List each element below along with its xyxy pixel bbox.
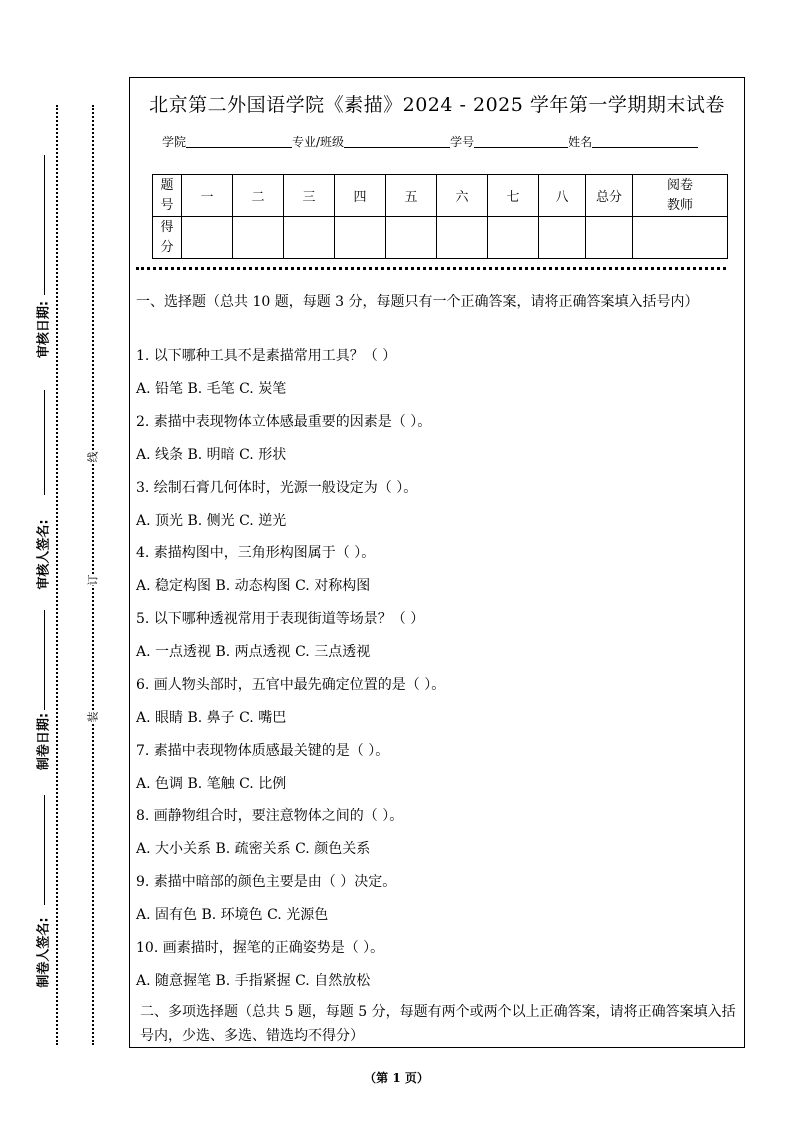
name-field[interactable] (592, 135, 698, 148)
col-header-2: 二 (233, 175, 284, 217)
question-8: 8. 画静物组合时，要注意物体之间的（ ）。 (136, 808, 404, 824)
score-cell-8[interactable] (539, 217, 586, 259)
question-9-options: A. 固有色 B. 环境色 C. 光源色 (136, 907, 329, 923)
score-table (152, 174, 728, 259)
label-paper-date: 制卷日期: (36, 712, 52, 771)
binding-char-bind: 订 (83, 575, 103, 586)
score-cell-4[interactable] (335, 217, 386, 259)
college-field[interactable] (186, 135, 292, 148)
question-8-options: A. 大小关系 B. 疏密关系 C. 颜色关系 (136, 841, 371, 857)
col-header-grader: 阅卷教师 (633, 175, 728, 217)
score-cell-2[interactable] (233, 217, 284, 259)
page-number: （第 1 页） (364, 1071, 429, 1085)
question-4-options: A. 稳定构图 B. 动态构图 C. 对称构图 (136, 578, 371, 594)
col-header-7: 七 (488, 175, 539, 217)
sign-line-paper-signature[interactable] (44, 795, 45, 905)
score-cell-total[interactable] (586, 217, 633, 259)
major-class-label: 专业/班级 (292, 135, 345, 149)
score-cell-6[interactable] (437, 217, 488, 259)
question-9: 9. 素描中暗部的颜色主要是由（ ）决定。 (136, 874, 397, 890)
question-3-options: A. 顶光 B. 侧光 C. 逆光 (136, 513, 287, 529)
col-header-8: 八 (539, 175, 586, 217)
student-id-field[interactable] (474, 135, 568, 148)
exam-frame (129, 77, 745, 1048)
section-separator (136, 267, 726, 270)
question-10: 10. 画素描时，握笔的正确姿势是（ ）。 (136, 940, 385, 956)
major-class-field[interactable] (344, 135, 450, 148)
col-header-5: 五 (386, 175, 437, 217)
col-header-6: 六 (437, 175, 488, 217)
score-cell-7[interactable] (488, 217, 539, 259)
question-5-options: A. 一点透视 B. 两点透视 C. 三点透视 (136, 644, 371, 660)
student-info-row (162, 133, 698, 150)
question-2-options: A. 线条 B. 明暗 C. 形状 (136, 447, 287, 463)
student-id-label: 学号 (450, 135, 475, 149)
question-10-options: A. 随意握笔 B. 手指紧握 C. 自然放松 (136, 973, 371, 989)
section2-heading: 二、多项选择题（总共 5 题，每题 5 分，每题有两个或两个以上正确答案，请将正确答案填入括号内，少选、多选、错选均不得分） (140, 1004, 736, 1044)
name-label: 姓名 (568, 135, 593, 149)
col-header-1: 一 (182, 175, 233, 217)
score-table-score-row (153, 217, 728, 259)
question-6: 6. 画人物头部时，五官中最先确定位置的是（ ）。 (136, 677, 446, 693)
question-6-options: A. 眼睛 B. 鼻子 C. 嘴巴 (136, 710, 287, 726)
exam-title: 北京第二外国语学院《素描》2024 - 2025 学年第一学期期末试卷 (149, 94, 725, 116)
question-7-options: A. 色调 B. 笔触 C. 比例 (136, 776, 287, 792)
col-header-4: 四 (335, 175, 386, 217)
binding-dotted-line-left (56, 105, 58, 1045)
binding-char-line: 线 (83, 452, 103, 463)
college-label: 学院 (162, 135, 187, 149)
question-7: 7. 素描中表现物体质感最关键的是（ ）。 (136, 743, 390, 759)
question-1: 1. 以下哪种工具不是素描常用工具？（ ） (136, 348, 397, 364)
sign-line-reviewer-signature[interactable] (44, 390, 45, 495)
question-4: 4. 素描构图中，三角形构图属于（ ）。 (136, 545, 376, 561)
binding-char-install: 装 (83, 712, 103, 723)
score-cell-5[interactable] (386, 217, 437, 259)
score-cell-3[interactable] (284, 217, 335, 259)
label-paper-signature: 制卷人签名: (36, 917, 52, 988)
row-header-score: 得分 (153, 217, 182, 259)
question-2: 2. 素描中表现物体立体感最重要的因素是（ ）。 (136, 414, 432, 430)
score-cell-1[interactable] (182, 217, 233, 259)
label-reviewer-signature: 审核人签名: (36, 519, 52, 590)
score-cell-grader[interactable] (633, 217, 728, 259)
label-review-date: 审核日期: (36, 300, 52, 359)
col-header-3: 三 (284, 175, 335, 217)
question-3: 3. 绘制石膏几何体时，光源一般设定为（ ）。 (136, 480, 418, 496)
section1-heading: 一、选择题（总共 10 题，每题 3 分，每题只有一个正确答案，请将正确答案填入括号内） (136, 294, 699, 310)
row-header-question-no: 题号 (153, 175, 182, 217)
col-header-total: 总分 (586, 175, 633, 217)
sign-line-review-date[interactable] (44, 155, 45, 295)
question-5: 5. 以下哪种透视常用于表现街道等场景？（ ） (136, 611, 425, 627)
question-1-options: A. 铅笔 B. 毛笔 C. 炭笔 (136, 381, 287, 397)
score-table-header-row (153, 175, 728, 217)
